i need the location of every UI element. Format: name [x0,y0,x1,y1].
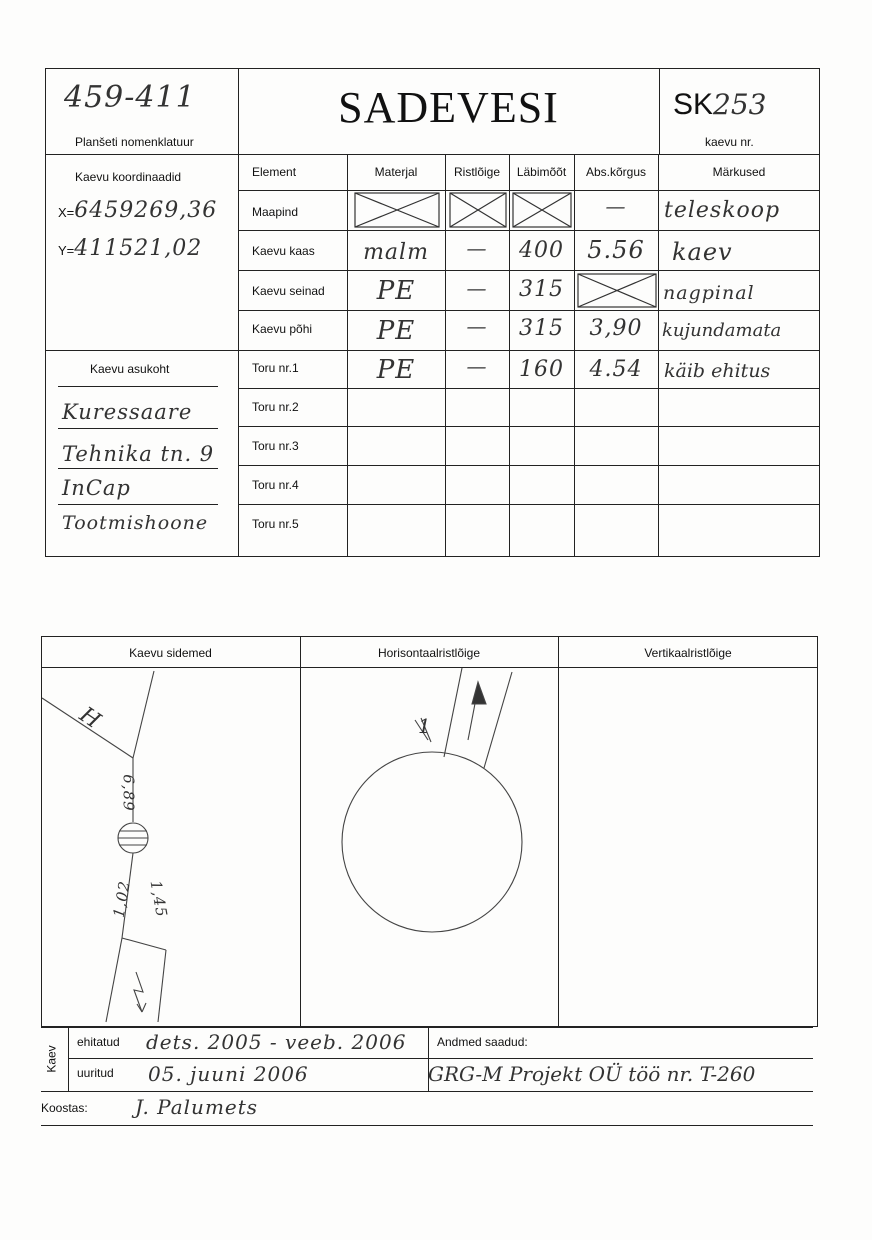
coord-y-prefix: Y= [58,243,75,258]
cell-abs-height: 4.54 [589,357,643,382]
connection-distance-1: 6,89 [119,774,138,812]
row-element: Toru nr.2 [252,400,299,414]
cell-diameter: 315 [519,277,564,302]
page-title: SADEVESI [338,83,559,132]
cell-diameter: 400 [519,238,564,263]
connection-distance-3: 1,45 [146,879,171,919]
location-label: Kaevu asukoht [90,362,170,376]
row-element: Kaevu seinad [252,284,325,298]
cell-notes: kaev [672,238,733,266]
cell-material: PE [376,276,416,306]
row-element: Kaevu kaas [252,244,315,258]
horizontal-pipe-number: 1 [418,714,432,738]
cell-material: PE [376,355,416,385]
cell-abs-height: 3,90 [589,316,643,341]
cell-cross-section: — [466,276,488,300]
cell-material: malm [363,240,429,265]
cell-diameter: 160 [519,357,564,382]
location-line-2: Tehnika tn. 9 [62,442,215,466]
horizontal-section-label: Horisontaalristlõige [377,646,481,660]
row-element: Kaevu põhi [252,322,313,336]
coord-y-value: 411521,02 [74,236,203,261]
connection-h-label: H [74,702,106,735]
nomenclature-label: Planšeti nomenklatuur [75,135,194,149]
connections-label: Kaevu sidemed [129,646,212,660]
col-header-notes: Märkused [712,165,766,179]
data-source-value: GRG-M Projekt OÜ töö nr. T-260 [428,1062,756,1086]
cell-abs-height: 5.56 [587,236,645,264]
cell-notes: nagpinal [663,282,755,304]
cell-notes: käib ehitus [664,360,771,382]
row-element: Maapind [252,205,299,219]
cell-cross-section: — [466,314,488,338]
row-element: Toru nr.1 [252,361,299,375]
surveyed-value: 05. juuni 2006 [148,1062,309,1086]
location-line-1: Kuressaare [62,400,193,424]
row-element: Toru nr.4 [252,478,299,492]
surveyed-label: uuritud [77,1066,114,1080]
built-value: dets. 2005 - veeb. 2006 [146,1030,407,1054]
row-element: Toru nr.3 [252,439,299,453]
well-number-prefix: SK [673,88,714,121]
col-header-material: Materjal [374,165,418,179]
col-header-abs-height: Abs.kõrgus [585,165,647,179]
connection-distance-2: 1,02 [109,879,134,919]
coordinates-label: Kaevu koordinaadid [75,170,182,184]
col-header-element: Element [252,165,297,179]
well-number-label: kaevu nr. [705,135,754,149]
compiled-value: J. Palumets [135,1095,259,1119]
cell-cross-section: — [466,354,488,378]
col-header-cross-section: Ristlõige [453,165,501,179]
cell-diameter: 315 [519,316,564,341]
cell-notes: kujundamata [662,320,782,341]
compiled-label: Koostas: [41,1101,88,1115]
cell-material: PE [376,316,416,346]
cell-cross-section: — [466,236,488,260]
cell-notes: teleskoop [664,198,781,223]
coord-x-prefix: X= [58,205,75,220]
location-line-4: Tootmishoone [62,512,209,534]
coord-x-value: 6459269,36 [74,198,218,223]
nomenclature-value: 459-411 [64,80,196,115]
data-source-label: Andmed saadud: [437,1035,528,1049]
col-header-diameter: Läbimõõt [516,165,567,179]
built-label: ehitatud [77,1035,120,1049]
cell-abs-height: — [605,194,627,218]
well-number-value: 253 [713,88,767,121]
vertical-section-label: Vertikaalristlõige [644,646,732,660]
row-element: Toru nr.5 [252,517,299,531]
location-line-3: InCap [62,476,131,500]
footer-side-label: Kaev [44,1045,59,1073]
